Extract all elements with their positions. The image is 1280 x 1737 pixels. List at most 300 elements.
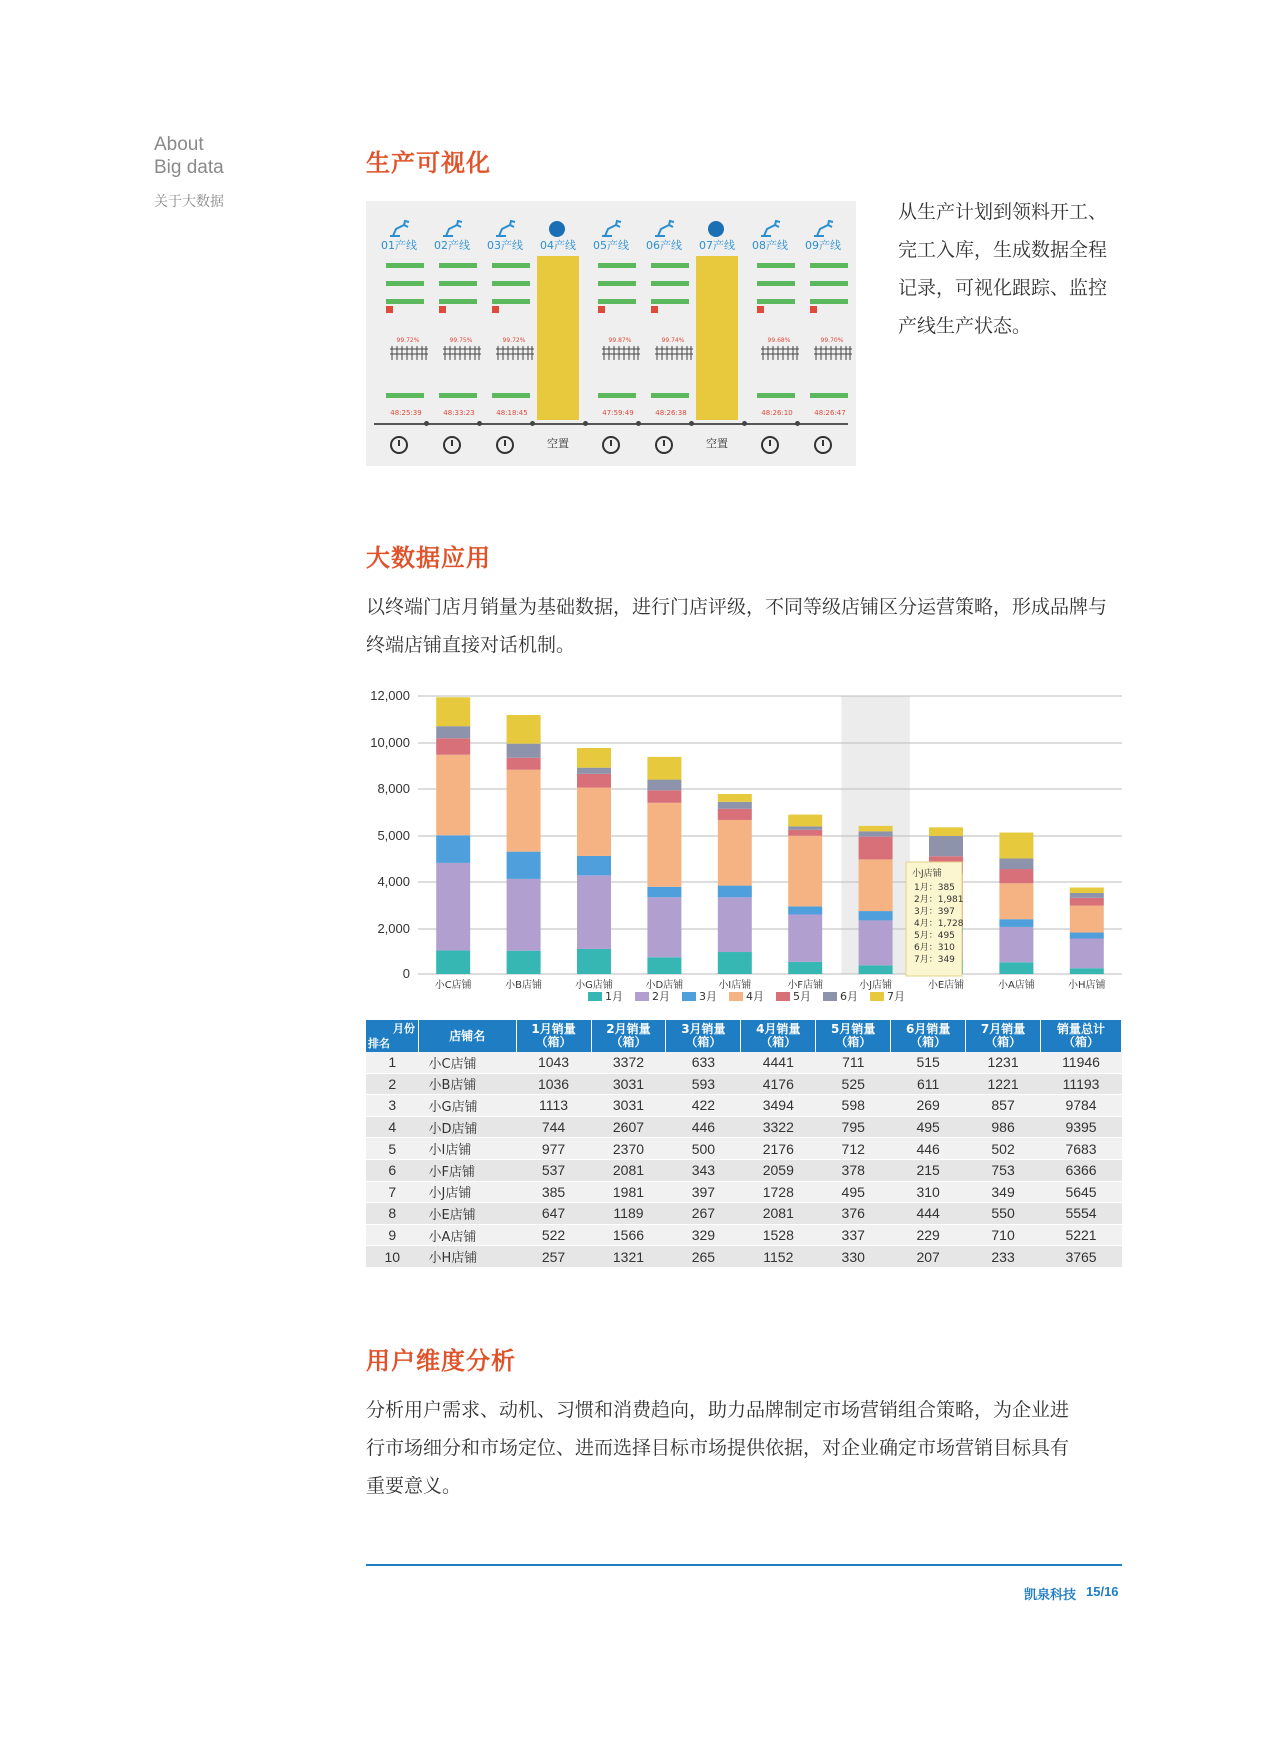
rack-icon [814,346,852,360]
bar-segment [859,837,893,860]
sales-cell: 1566 [591,1224,666,1246]
rack-icon [443,346,481,360]
robot-arm-icon [493,218,517,238]
sales-cell: 1728 [741,1181,816,1203]
sales-cell: 215 [891,1159,966,1181]
rank-cell: 1 [366,1052,419,1073]
production-line-9 [798,201,848,466]
table-header-cell [516,1020,591,1052]
bar-segment [999,858,1033,869]
sales-cell: 207 [891,1246,966,1268]
line-label: 08产线 [752,239,788,252]
sales-cell: 502 [966,1138,1041,1160]
sales-cell: 233 [966,1246,1041,1268]
y-tick-label: 8,000 [377,781,410,796]
header-text: （箱） [985,1035,1022,1049]
section2-title: 大数据应用 [366,544,491,572]
x-tick-label: 小E店铺 [927,980,965,991]
table-row [366,1138,1122,1160]
sales-cell: 446 [891,1138,966,1160]
bar-segment [1070,888,1104,893]
run-time: 48:26:38 [655,409,687,417]
bar-segment [859,826,893,831]
x-tick-label: 小F店铺 [787,980,824,991]
progress-bar [757,299,795,304]
sales-cell: 2081 [741,1203,816,1225]
progress-bar [492,263,530,268]
footer-brand: 凯泉科技 [1024,1588,1077,1603]
header-text: （箱） [1063,1035,1100,1049]
clock-icon [496,436,514,454]
sales-cell: 1321 [591,1246,666,1268]
sales-cell: 4176 [741,1073,816,1095]
y-tick-label: 10,000 [370,735,410,750]
alert-square [598,306,605,313]
bar-segment [788,962,822,974]
legend-swatch [870,992,884,1001]
robot-arm-icon [440,218,464,238]
bar-segment [718,820,752,886]
bar-segment [577,768,611,774]
production-line-5 [586,201,636,466]
y-tick-label: 0 [402,966,410,981]
production-line-4 [533,201,583,466]
sales-cell: 593 [666,1073,741,1095]
clock-icon [602,436,620,454]
bar-segment [718,897,752,952]
stacked-sales-chart [366,688,1126,1013]
progress-bar [757,393,795,398]
store-name-cell: 小J店铺 [419,1181,517,1203]
line-label: 05产线 [593,239,629,252]
bar-segment [507,852,541,879]
sales-cell: 397 [666,1181,741,1203]
bar-segment [1070,933,1104,939]
sales-cell: 7683 [1041,1138,1122,1160]
table-body [366,1052,1122,1267]
bar-segment [1070,893,1104,898]
production-dashboard [366,201,856,466]
bar-segment [577,788,611,856]
bar-segment [999,927,1033,962]
alert-square [492,306,499,313]
bar-segment [436,755,470,835]
alert-square [386,306,393,313]
bar-segment [999,883,1033,919]
sales-cell: 3322 [741,1116,816,1138]
sales-cell: 611 [891,1073,966,1095]
progress-bar [492,393,530,398]
yield-rate: 99.68% [767,337,791,344]
sales-cell: 265 [666,1246,741,1268]
status-dot-icon [549,221,565,237]
sales-table [366,1020,1122,1268]
sales-cell: 1221 [966,1073,1041,1095]
sales-cell: 6366 [1041,1159,1122,1181]
rank-cell: 10 [366,1246,419,1268]
sales-cell: 349 [966,1181,1041,1203]
table-corner-header [366,1020,419,1052]
header-text: （箱） [835,1035,872,1049]
tooltip-row: 6月：310 [914,943,955,953]
rank-cell: 6 [366,1159,419,1181]
sales-cell: 1981 [591,1181,666,1203]
legend-label: 7月 [887,990,905,1003]
bar-segment [718,802,752,809]
yield-rate: 99.75% [449,337,473,344]
bar-segment [507,744,541,758]
header-text: 1月销量 [531,1022,576,1036]
yield-rate: 99.74% [661,337,685,344]
rack-icon [761,346,799,360]
sidebar-heading [154,133,224,211]
bar-segment [859,911,893,920]
sales-cell: 3031 [591,1095,666,1117]
store-name-cell: 小E店铺 [419,1203,517,1225]
sales-cell: 378 [816,1159,891,1181]
x-tick-label: 小H店铺 [1068,980,1106,991]
status-dot-icon [708,221,724,237]
line-label: 07产线 [699,239,735,252]
progress-bar [439,281,477,286]
progress-bar [810,393,848,398]
x-tick-label: 小A店铺 [997,980,1035,991]
bar-segment [436,726,470,738]
progress-bar [651,299,689,304]
section3-para-line: 重要意义。 [366,1475,462,1497]
bar-segment [999,962,1033,974]
legend-label: 2月 [652,990,670,1003]
run-time: 48:33:23 [443,409,475,417]
progress-bar [810,263,848,268]
alert-square [439,306,446,313]
tooltip-row: 2月：1,981 [914,895,964,905]
alert-square [651,306,658,313]
alert-square [810,306,817,313]
rack-icon [496,346,534,360]
x-tick-label: 小G店铺 [575,980,613,991]
bar-segment [507,879,541,951]
production-line-2 [427,201,477,466]
sales-cell: 2176 [741,1138,816,1160]
run-time: 48:26:10 [761,409,793,417]
rack-icon [655,346,693,360]
corner-top-label: 月份 [393,1022,415,1035]
bar-segment [718,952,752,974]
bar-segment [929,827,963,836]
table-row [366,1181,1122,1203]
page-number: 15/16 [1086,1584,1119,1599]
header-text: （箱） [535,1035,572,1049]
sales-cell: 857 [966,1095,1041,1117]
sales-cell: 711 [816,1052,891,1073]
store-name-cell: 小A店铺 [419,1224,517,1246]
table-header-cell [666,1020,741,1052]
x-tick-label: 小I店铺 [718,980,752,991]
sales-cell: 376 [816,1203,891,1225]
sales-cell: 3372 [591,1052,666,1073]
legend-swatch [823,992,837,1001]
progress-bar [386,263,424,268]
store-name-cell: 小D店铺 [419,1116,517,1138]
bar-segment [647,757,681,780]
table-row [366,1052,1122,1073]
idle-label: 空置 [706,437,728,450]
sales-cell: 712 [816,1138,891,1160]
run-time: 48:18:45 [496,409,528,417]
table-header-cell [741,1020,816,1052]
bar-segment [788,826,822,829]
legend-swatch [682,992,696,1001]
progress-bar [439,263,477,268]
sales-cell: 4441 [741,1052,816,1073]
bar-segment [859,920,893,965]
sidebar-line3: 关于大数据 [154,194,224,210]
sales-cell: 986 [966,1116,1041,1138]
x-tick-label: 小D店铺 [645,980,684,991]
line-label: 06产线 [646,239,682,252]
progress-bar [757,281,795,286]
table-header-cell [966,1020,1041,1052]
tooltip-row: 7月：349 [914,955,955,965]
rack-icon [390,346,428,360]
sales-cell: 3031 [591,1073,666,1095]
robot-arm-icon [387,218,411,238]
sales-cell: 11946 [1041,1052,1122,1073]
section3-title: 用户维度分析 [366,1347,516,1375]
sales-cell: 310 [891,1181,966,1203]
header-text: 2月销量 [606,1022,651,1036]
section1-paragraph [898,193,1107,345]
bar-segment [929,836,963,856]
bar-segment [507,758,541,770]
sales-cell: 446 [666,1116,741,1138]
bar-segment [788,836,822,907]
progress-bar [492,299,530,304]
sales-cell: 495 [891,1116,966,1138]
sales-cell: 550 [966,1203,1041,1225]
idle-label: 空置 [547,437,569,450]
store-name-cell: 小B店铺 [419,1073,517,1095]
sales-cell: 2607 [591,1116,666,1138]
section1-para-line: 完工入库，生成数据全程 [898,239,1108,261]
sales-cell: 633 [666,1052,741,1073]
table-row [366,1073,1122,1095]
line-label: 03产线 [487,239,523,252]
sales-cell: 537 [516,1159,591,1181]
idle-bar [537,256,579,420]
sales-cell: 2059 [741,1159,816,1181]
progress-bar [439,393,477,398]
y-tick-label: 4,000 [377,874,410,889]
production-line-6 [639,201,689,466]
header-text: 3月销量 [681,1022,726,1036]
bar-segment [788,830,822,836]
header-text: 4月销量 [756,1022,801,1036]
sales-cell: 710 [966,1224,1041,1246]
table-row [366,1116,1122,1138]
bar-segment [999,833,1033,859]
legend-label: 5月 [793,990,811,1003]
progress-bar [651,281,689,286]
sales-cell: 385 [516,1181,591,1203]
bar-segment [1070,968,1104,974]
section1-title: 生产可视化 [366,149,491,177]
robot-arm-icon [811,218,835,238]
progress-bar [651,393,689,398]
rank-cell: 8 [366,1203,419,1225]
bar-segment [647,957,681,974]
robot-arm-icon [652,218,676,238]
footer-rule [366,1564,1122,1566]
y-tick-label: 2,000 [377,921,410,936]
bar-segment [507,715,541,744]
corner-bottom-label: 排名 [368,1037,390,1050]
rank-cell: 9 [366,1224,419,1246]
table-header-cell [816,1020,891,1052]
bar-segment [577,856,611,875]
section3-para-line: 行市场细分和市场定位、进而选择目标市场提供依据，对企业确定市场营销目标具有 [366,1437,1070,1459]
production-line-8 [745,201,795,466]
bar-segment [577,949,611,974]
table-row [366,1203,1122,1225]
progress-bar [598,393,636,398]
tooltip-row: 4月：1,728 [914,919,964,929]
sales-cell: 422 [666,1095,741,1117]
progress-bar [598,281,636,286]
progress-bar [386,299,424,304]
tooltip-row: 5月：495 [914,931,955,941]
table-header-cell [891,1020,966,1052]
line-label: 01产线 [381,239,417,252]
sales-cell: 444 [891,1203,966,1225]
sidebar-line1: About [154,134,204,155]
yield-rate: 99.70% [820,337,844,344]
table-header-cell [1041,1020,1122,1052]
clock-icon [761,436,779,454]
table-row [366,1246,1122,1268]
sales-cell: 744 [516,1116,591,1138]
sidebar-line2: Big data [154,157,224,178]
table-header-row [366,1020,1122,1052]
section3-paragraph [366,1391,1069,1505]
bar-segment [859,965,893,974]
bar-segment [788,815,822,827]
robot-arm-icon [758,218,782,238]
legend-label: 6月 [840,990,858,1003]
section3-para-line: 分析用户需求、动机、习惯和消费趋向，助力品牌制定市场营销组合策略，为企业进 [366,1399,1070,1421]
bar-segment [647,803,681,887]
run-time: 47:59:49 [602,409,634,417]
production-line-1 [374,201,424,466]
section2-paragraph [366,588,1107,664]
alert-square [757,306,764,313]
sales-cell: 1036 [516,1073,591,1095]
sales-cell: 11193 [1041,1073,1122,1095]
header-text: 6月销量 [905,1022,951,1036]
sales-cell: 647 [516,1203,591,1225]
bar-segment [647,780,681,791]
legend-label: 3月 [699,990,717,1003]
bar-segment [647,897,681,957]
sales-cell: 1113 [516,1095,591,1117]
rank-cell: 4 [366,1116,419,1138]
bar-segment [859,831,893,836]
x-tick-label: 小J店铺 [859,980,893,991]
bar-segment [647,790,681,802]
clock-icon [443,436,461,454]
bar-segment [436,951,470,974]
sales-cell: 598 [816,1095,891,1117]
run-time: 48:26:47 [814,409,846,417]
header-text: 销量总计 [1057,1022,1106,1036]
progress-bar [492,281,530,286]
rank-cell: 3 [366,1095,419,1117]
sales-cell: 329 [666,1224,741,1246]
sales-cell: 525 [816,1073,891,1095]
progress-bar [386,281,424,286]
header-text: （箱） [685,1035,722,1049]
progress-bar [439,299,477,304]
bar-segment [859,859,893,911]
header-text: （箱） [760,1035,797,1049]
clock-icon [814,436,832,454]
section1-para-line: 记录，可视化跟踪、监控 [898,277,1108,299]
sales-cell: 515 [891,1052,966,1073]
header-text: 7月销量 [980,1022,1026,1036]
sales-cell: 1152 [741,1246,816,1268]
bar-segment [999,869,1033,883]
sales-cell: 500 [666,1138,741,1160]
sales-cell: 257 [516,1246,591,1268]
table-row [366,1224,1122,1246]
header-text: （箱） [910,1035,947,1049]
bar-segment [436,863,470,951]
yield-rate: 99.87% [608,337,632,344]
sales-cell: 522 [516,1224,591,1246]
legend-swatch [635,992,649,1001]
bar-segment [788,914,822,961]
tooltip-row: 3月：397 [914,907,955,917]
bar-segment [718,886,752,898]
sales-cell: 977 [516,1138,591,1160]
legend-swatch [588,992,602,1001]
line-label: 04产线 [540,239,576,252]
yield-rate: 99.72% [396,337,420,344]
bar-segment [577,748,611,768]
table-row [366,1159,1122,1181]
bar-segment [436,697,470,726]
legend-label: 1月 [605,990,623,1003]
sales-cell: 330 [816,1246,891,1268]
progress-bar [598,299,636,304]
rank-cell: 2 [366,1073,419,1095]
store-name-cell: 小I店铺 [419,1138,517,1160]
bar-segment [1070,898,1104,906]
sales-cell: 9784 [1041,1095,1122,1117]
sales-cell: 3494 [741,1095,816,1117]
sales-cell: 9395 [1041,1116,1122,1138]
store-name-cell: 小F店铺 [419,1159,517,1181]
store-name-cell: 小H店铺 [419,1246,517,1268]
bar-segment [647,887,681,897]
progress-bar [810,299,848,304]
progress-bar [651,263,689,268]
bar-segment [436,835,470,863]
sales-cell: 343 [666,1159,741,1181]
clock-icon [390,436,408,454]
table-row [366,1095,1122,1117]
